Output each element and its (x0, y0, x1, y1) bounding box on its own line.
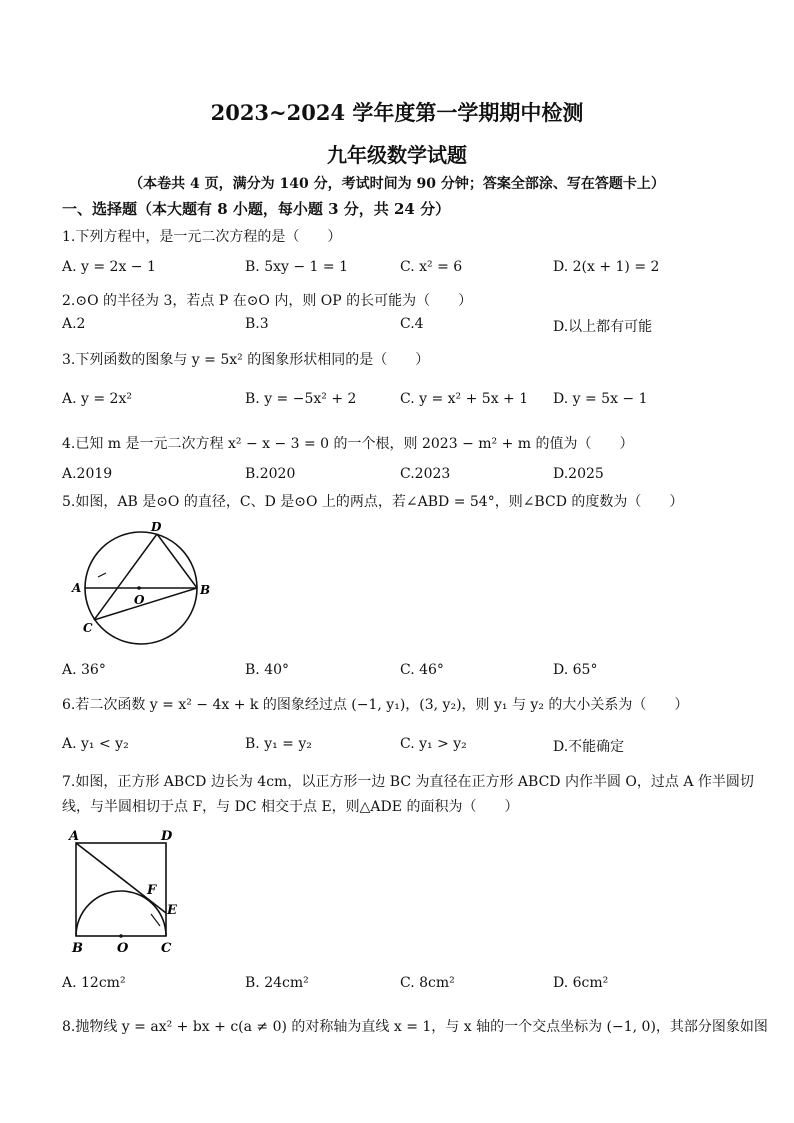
q7-option-b: B. 24cm² (245, 975, 309, 991)
q1-option-d: D. 2(x + 1) = 2 (553, 259, 660, 275)
q6-option-c: C. y₁ > y₂ (400, 736, 467, 752)
q7-square-figure (64, 826, 184, 956)
q3-option-c: C. y = x² + 5x + 1 (400, 391, 529, 407)
label-d: D (151, 520, 162, 534)
center-o-dot (119, 934, 123, 938)
q6-option-d: D.不能确定 (553, 739, 625, 755)
q2-option-d: D.以上都有可能 (553, 319, 653, 335)
question-2-stem: 2.⊙O 的半径为 3，若点 P 在⊙O 内，则 OP 的长可能为（ ） (62, 293, 473, 309)
q7-option-a: A. 12cm² (62, 975, 126, 991)
q7-option-d: D. 6cm² (553, 975, 609, 991)
tick-mark (98, 573, 106, 577)
section-title: 一、选择题（本大题有 8 小题，每小题 3 分，共 24 分） (62, 200, 451, 218)
label-c: C (83, 621, 93, 635)
q1-option-c: C. x² = 6 (400, 259, 463, 275)
label-o: O (117, 941, 129, 956)
tangent-ae (76, 843, 166, 913)
label-a: A (72, 581, 82, 595)
center-o-dot (137, 586, 141, 590)
label-c: C (161, 941, 172, 956)
tick-mark (151, 914, 160, 926)
q4-option-c: C.2023 (400, 466, 451, 482)
q5-circle-figure (66, 520, 216, 645)
question-7-stem-line2: 线，与半圆相切于点 F，与 DC 相交于点 E，则△ADE 的面积为（ ） (62, 799, 519, 815)
label-b: B (72, 941, 83, 956)
question-7-stem: 7.如图，正方形 ABCD 边长为 4cm，以正方形一边 BC 为直径在正方形 ABCD 内作半圆 O，过点 A 作半圆切 (62, 774, 754, 790)
q5-option-a: A. 36° (62, 662, 106, 678)
label-e: E (167, 903, 177, 918)
chord-cb (94, 588, 197, 620)
q4-option-b: B.2020 (245, 466, 296, 482)
q7-option-c: C. 8cm² (400, 975, 455, 991)
q3-option-d: D. y = 5x − 1 (553, 391, 648, 407)
question-6-stem: 6.若二次函数 y = x² − 4x + k 的图象经过点 (−1, y₁)，(3, y₂)，则 y₁ 与 y₂ 的大小关系为（ ） (62, 697, 689, 713)
q2-option-b: B.3 (245, 316, 269, 332)
label-f: F (147, 883, 157, 898)
exam-subtitle: 九年级数学试题 (327, 143, 467, 167)
label-d: D (161, 829, 173, 844)
q1-option-a: A. y = 2x − 1 (62, 259, 156, 275)
exam-note: （本卷共 4 页，满分为 140 分，考试时间为 90 分钟；答案全部涂、写在答题卡上） (129, 176, 665, 192)
q3-option-b: B. y = −5x² + 2 (245, 391, 357, 407)
label-a: A (69, 829, 80, 844)
label-o: O (134, 593, 145, 607)
q6-option-a: A. y₁ < y₂ (62, 736, 129, 752)
q5-option-d: D. 65° (553, 662, 598, 678)
q6-option-b: B. y₁ = y₂ (245, 736, 312, 752)
q2-option-c: C.4 (400, 316, 424, 332)
question-5-stem: 5.如图，AB 是⊙O 的直径，C、D 是⊙O 上的两点，若∠ABD = 54°，则∠BCD 的度数为（ ） (62, 494, 684, 510)
q5-option-b: B. 40° (245, 662, 290, 678)
q4-option-d: D.2025 (553, 466, 604, 482)
question-8-stem: 8.抛物线 y = ax² + bx + c(a ≠ 0) 的对称轴为直线 x = 1，与 x 轴的一个交点坐标为 (−1, 0)，其部分图象如图 (62, 1019, 768, 1035)
question-4-stem: 4.已知 m 是一元二次方程 x² − x − 3 = 0 的一个根，则 2023 − m² + m 的值为（ ） (62, 436, 634, 452)
label-b: B (200, 583, 211, 597)
question-3-stem: 3.下列函数的图象与 y = 5x² 的图象形状相同的是（ ） (62, 352, 430, 368)
exam-title: 2023~2024 学年度第一学期期中检测 (210, 100, 584, 125)
q4-option-a: A.2019 (62, 466, 113, 482)
q2-option-a: A.2 (62, 316, 86, 332)
question-1-stem: 1.下列方程中，是一元二次方程的是（ ） (62, 229, 342, 245)
q1-option-b: B. 5xy − 1 = 1 (245, 259, 348, 275)
q3-option-a: A. y = 2x² (62, 391, 132, 407)
q5-option-c: C. 46° (400, 662, 444, 678)
chord-db (157, 534, 197, 588)
